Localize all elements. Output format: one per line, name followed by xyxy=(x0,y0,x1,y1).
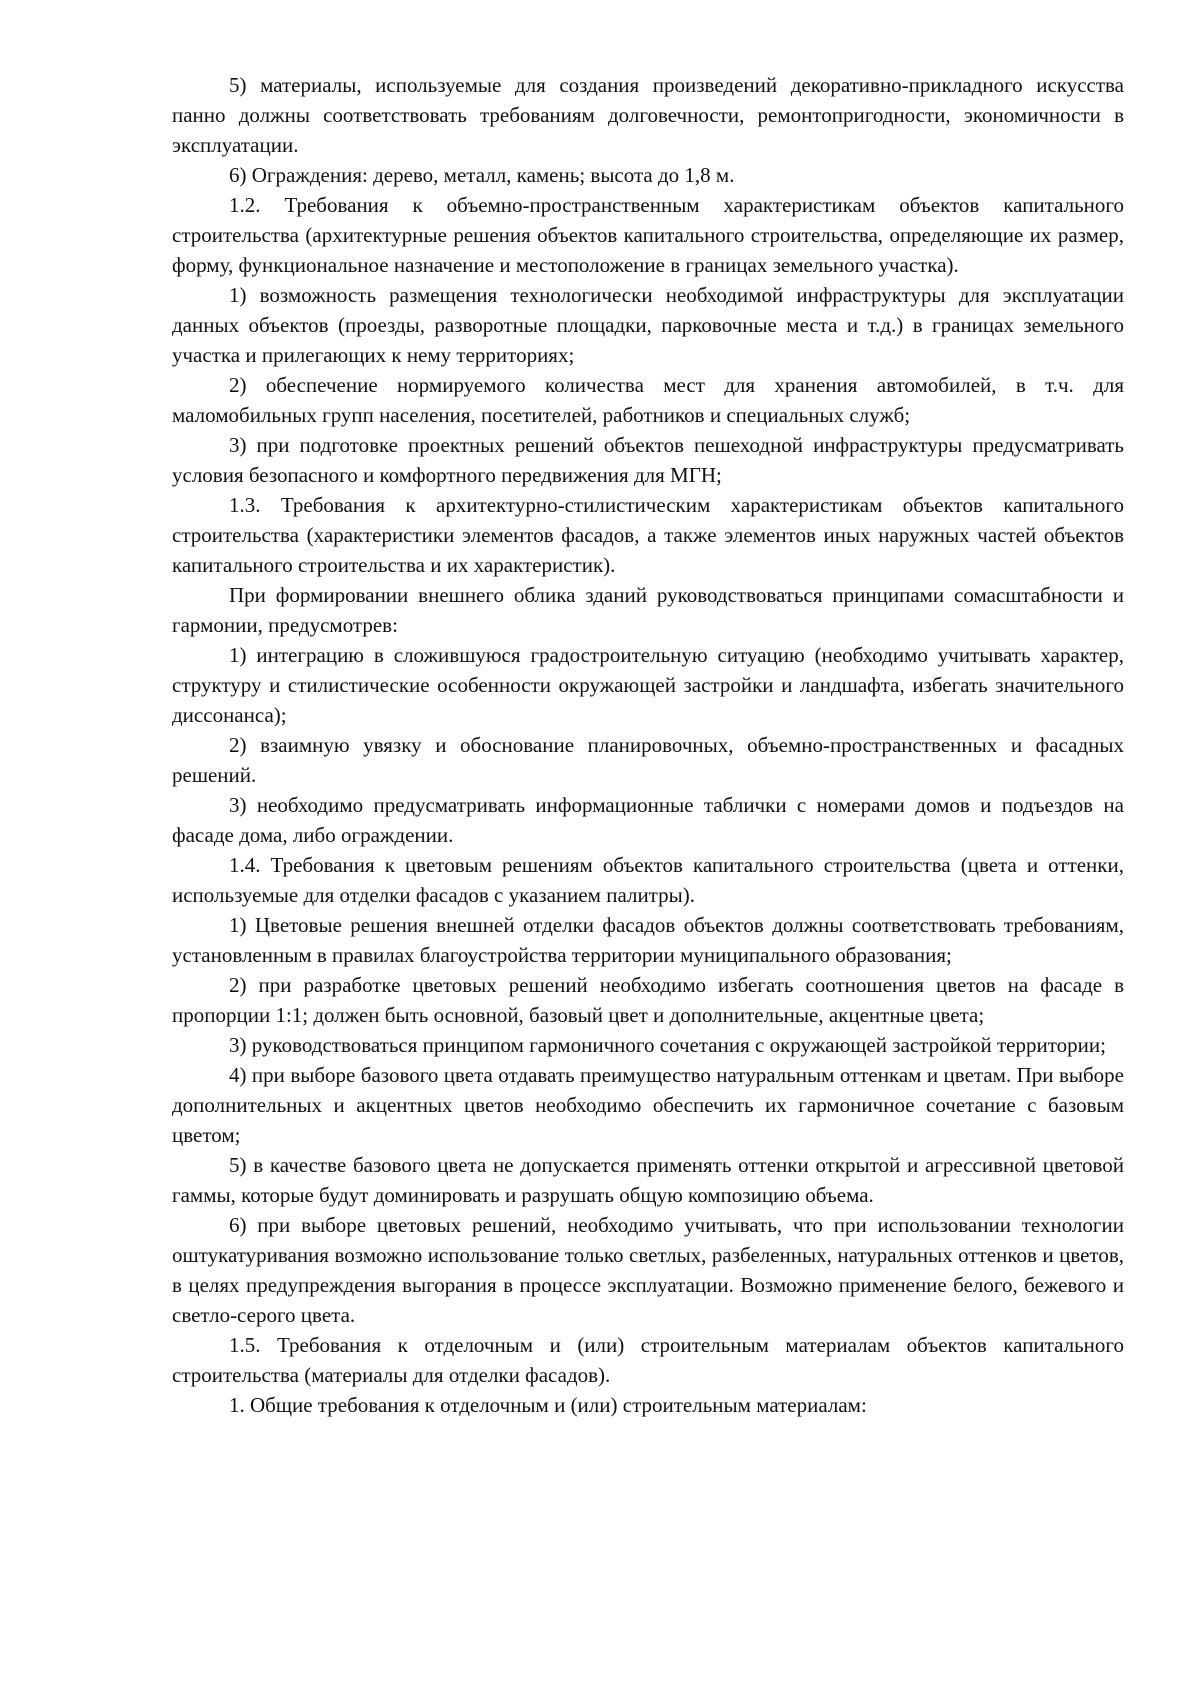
paragraph-color-harmony: 3) руководствоваться принципом гармоничного сочетания с окружающей застройкой территории; xyxy=(229,1033,1106,1057)
paragraph-aggressive-colors: 5) в качестве базового цвета не допускается применять оттенки открытой и агрессивной цветовой гаммы, которые будут доминировать и разрушать общую композицию объема. xyxy=(172,1153,1124,1207)
paragraph-house-plates: 3) необходимо предусматривать информационные таблички с номерами домов и подъездов на фасаде дома, либо ограждении. xyxy=(172,793,1124,847)
section-heading-1-5: 1.5. Требования к отделочным и (или) строительным материалам объектов капитального строительства (материалы для отделки фасадов). xyxy=(172,1333,1124,1387)
paragraph-base-color: 4) при выборе базового цвета отдавать преимущество натуральным оттенкам и цветам. При выборе дополнительных и акцентных цветов необходимо обеспечить их гармоничное сочетание с базовым цветом; xyxy=(172,1063,1124,1147)
paragraph-plaster-colors: 6) при выборе цветовых решений, необходимо учитывать, что при использовании технологии оштукатуривания возможно использование только светлых, разбеленных, натуральных оттенков и цветов, в целях предупреждения выгорания в процессе эксплуатации. Возможно применение белого, бежевого и светло-серого цвета. xyxy=(172,1213,1124,1327)
paragraph-parking: 2) обеспечение нормируемого количества мест для хранения автомобилей, в т.ч. для маломобильных групп населения, посетителей, работников и специальных служб; xyxy=(172,373,1124,427)
paragraph-fences: 6) Ограждения: дерево, металл, камень; высота до 1,8 м. xyxy=(229,163,735,187)
paragraph-integration: 1) интеграцию в сложившуюся градостроительную ситуацию (необходимо учитывать характер, структуру и стилистические особенности окружающей застройки и ландшафта, избегать значительного диссонанса); xyxy=(172,643,1124,727)
paragraph-appearance-intro: При формировании внешнего облика зданий руководствоваться принципами сомасштабности и гармонии, предусмотрев: xyxy=(172,583,1124,637)
paragraph-materials-decorative: 5) материалы, используемые для создания произведений декоративно-прикладного искусства панно должны соответствовать требованиям долговечности, ремонтопригодности, экономичности в эксплуатации. xyxy=(172,73,1124,157)
paragraph-pedestrian: 3) при подготовке проектных решений объектов пешеходной инфраструктуры предусматривать условия безопасного и комфортного передвижения для МГН; xyxy=(172,433,1124,487)
paragraph-general-requirements: 1. Общие требования к отделочным и (или) строительным материалам: xyxy=(229,1393,867,1417)
paragraph-coordination: 2) взаимную увязку и обоснование планировочных, объемно-пространственных и фасадных решений. xyxy=(172,733,1124,787)
section-heading-1-3: 1.3. Требования к архитектурно-стилистическим характеристикам объектов капитального строительства (характеристики элементов фасадов, а также элементов иных наружных частей объектов капитального строительства и их характеристик). xyxy=(172,493,1124,577)
section-heading-1-4: 1.4. Требования к цветовым решениям объектов капитального строительства (цвета и оттенки, используемые для отделки фасадов с указанием палитры). xyxy=(172,853,1124,907)
paragraph-color-rules: 1) Цветовые решения внешней отделки фасадов объектов должны соответствовать требованиям, установленным в правилах благоустройства территории муниципального образования; xyxy=(172,913,1124,967)
document-page xyxy=(172,70,1124,1420)
paragraph-color-proportion: 2) при разработке цветовых решений необходимо избегать соотношения цветов на фасаде в пропорции 1:1; должен быть основной, базовый цвет и дополнительные, акцентные цвета; xyxy=(172,973,1124,1027)
section-heading-1-2: 1.2. Требования к объемно-пространственным характеристикам объектов капитального строительства (архитектурные решения объектов капитального строительства, определяющие их размер, форму, функциональное назначение и местоположение в границах земельного участка). xyxy=(172,193,1124,277)
paragraph-infrastructure: 1) возможность размещения технологически необходимой инфраструктуры для эксплуатации данных объектов (проезды, разворотные площадки, парковочные места и т.д.) в границах земельного участка и прилегающих к нему территориях; xyxy=(172,283,1124,367)
